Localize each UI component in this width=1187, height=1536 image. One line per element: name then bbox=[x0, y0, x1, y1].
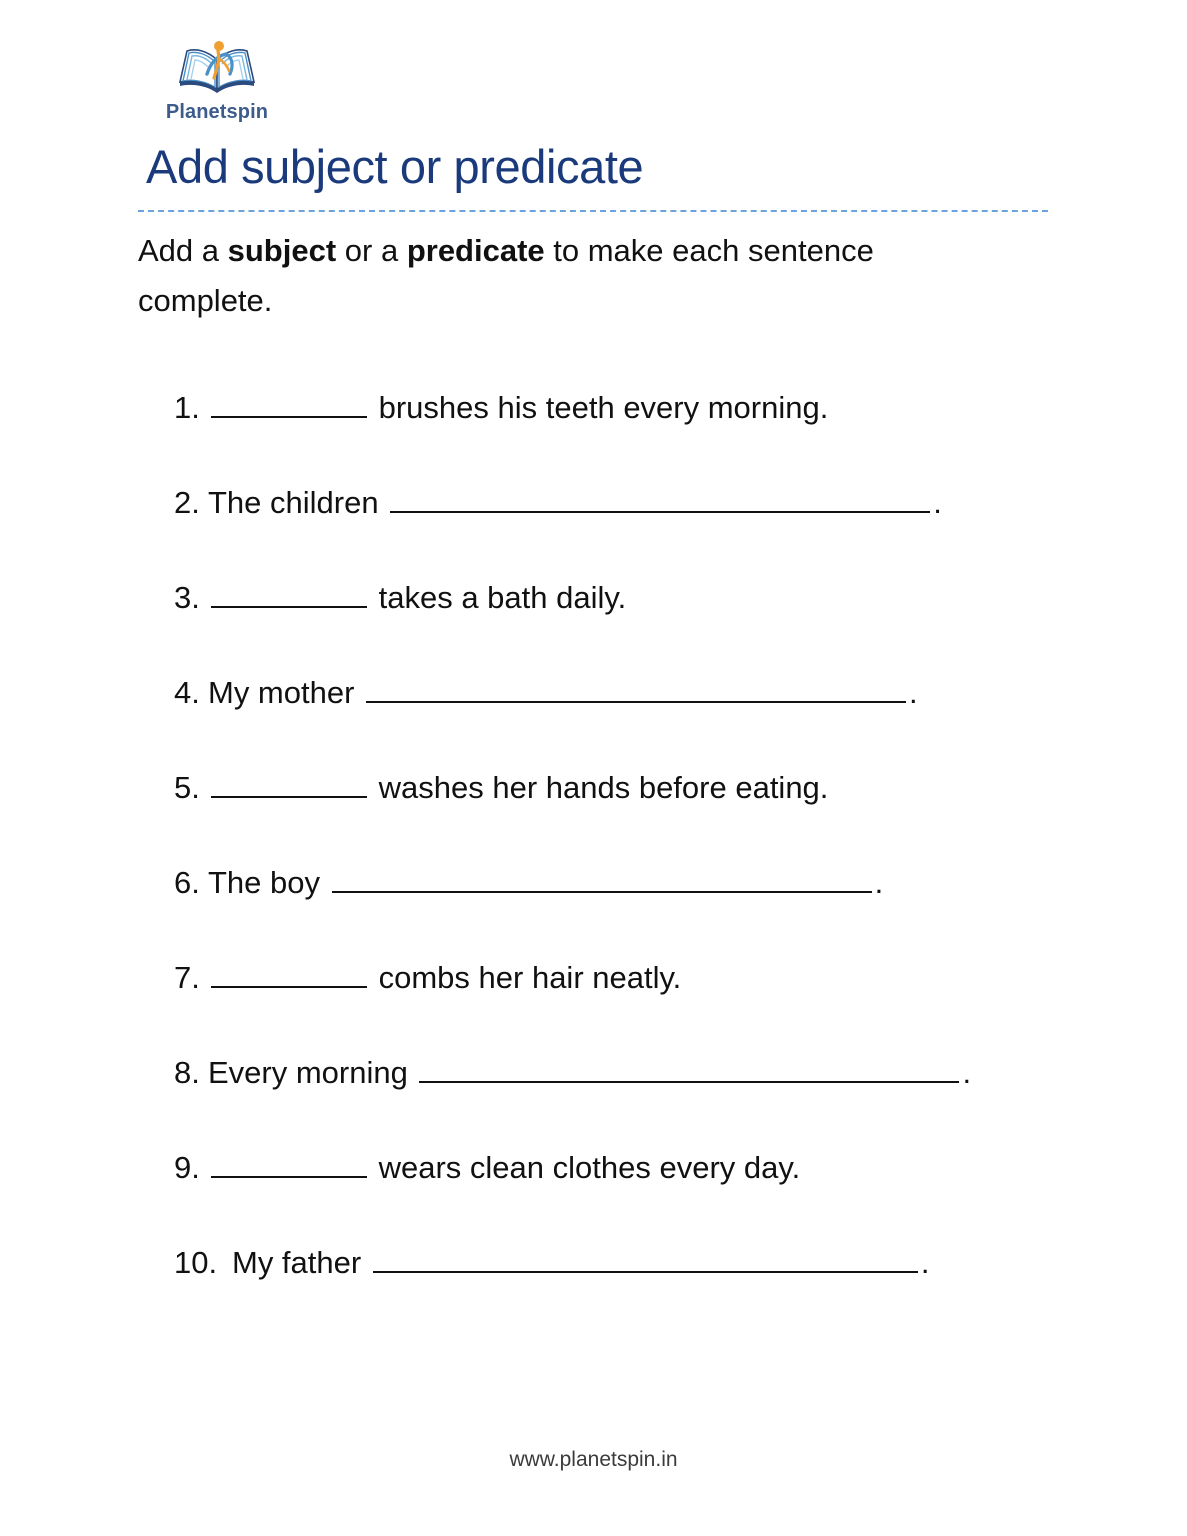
question-row bbox=[174, 487, 1074, 582]
instruction-part-3: to make each sentence complete. bbox=[138, 233, 874, 319]
sentence-period: . bbox=[933, 485, 942, 520]
question-text-before-blank: The children bbox=[208, 485, 388, 520]
question-row bbox=[174, 962, 1074, 1057]
answer-blank[interactable] bbox=[211, 964, 367, 988]
open-book-with-person-icon bbox=[174, 38, 260, 98]
answer-blank[interactable] bbox=[419, 1059, 959, 1083]
question-text-after-blank: combs her hair neatly. bbox=[370, 960, 682, 995]
question-text-after-blank: brushes his teeth every morning. bbox=[370, 390, 829, 425]
instruction-bold-predicate: predicate bbox=[406, 233, 545, 268]
question-text-after-blank: wears clean clothes every day. bbox=[370, 1150, 801, 1185]
question-number: 8. bbox=[174, 1055, 200, 1090]
footer-url: www.planetspin.in bbox=[509, 1448, 678, 1471]
question-row bbox=[174, 582, 1074, 677]
answer-blank[interactable] bbox=[390, 489, 930, 513]
page-title: Add subject or predicate bbox=[146, 140, 644, 193]
question-text-before-blank: Every morning bbox=[208, 1055, 417, 1090]
question-list bbox=[174, 392, 1074, 1342]
question-row bbox=[174, 1057, 1074, 1152]
instruction-bold-subject: subject bbox=[227, 233, 337, 268]
answer-blank[interactable] bbox=[211, 584, 367, 608]
instruction-text bbox=[138, 226, 988, 326]
answer-blank[interactable] bbox=[366, 679, 906, 703]
question-row bbox=[174, 677, 1074, 772]
sentence-period: . bbox=[920, 1245, 930, 1280]
question-text-before-blank: My mother bbox=[208, 675, 364, 710]
header-divider bbox=[138, 210, 1048, 212]
question-number: 2. bbox=[174, 485, 200, 520]
sentence-period: . bbox=[909, 675, 918, 710]
question-row bbox=[174, 1152, 1074, 1247]
answer-blank[interactable] bbox=[211, 774, 367, 798]
sentence-period: . bbox=[962, 1055, 972, 1090]
brand-name: Planetspin bbox=[165, 101, 269, 123]
question-number: 7. bbox=[174, 960, 200, 995]
question-text-before-blank: The boy bbox=[208, 865, 329, 900]
answer-blank[interactable] bbox=[373, 1249, 918, 1273]
question-number: 5. bbox=[174, 770, 200, 805]
question-number: 1. bbox=[174, 390, 200, 425]
question-number: 4. bbox=[174, 675, 200, 710]
question-number: 9. bbox=[174, 1150, 200, 1185]
instruction-part-2: or a bbox=[336, 233, 407, 268]
question-text-before-blank: My father bbox=[232, 1245, 370, 1280]
sentence-period: . bbox=[874, 865, 884, 900]
question-row bbox=[174, 1247, 1074, 1342]
question-number: 3. bbox=[174, 580, 200, 615]
answer-blank[interactable] bbox=[332, 869, 872, 893]
question-text-after-blank: takes a bath daily. bbox=[370, 580, 627, 615]
question-row bbox=[174, 772, 1074, 867]
question-row bbox=[174, 392, 1074, 487]
question-text-after-blank: washes her hands before eating. bbox=[370, 770, 829, 805]
instruction-part-1: Add a bbox=[138, 233, 228, 268]
answer-blank[interactable] bbox=[211, 1154, 367, 1178]
answer-blank[interactable] bbox=[211, 394, 367, 418]
question-row bbox=[174, 867, 1074, 962]
question-number: 10. bbox=[174, 1245, 218, 1280]
question-number: 6. bbox=[174, 865, 200, 900]
brand-logo bbox=[152, 38, 282, 122]
